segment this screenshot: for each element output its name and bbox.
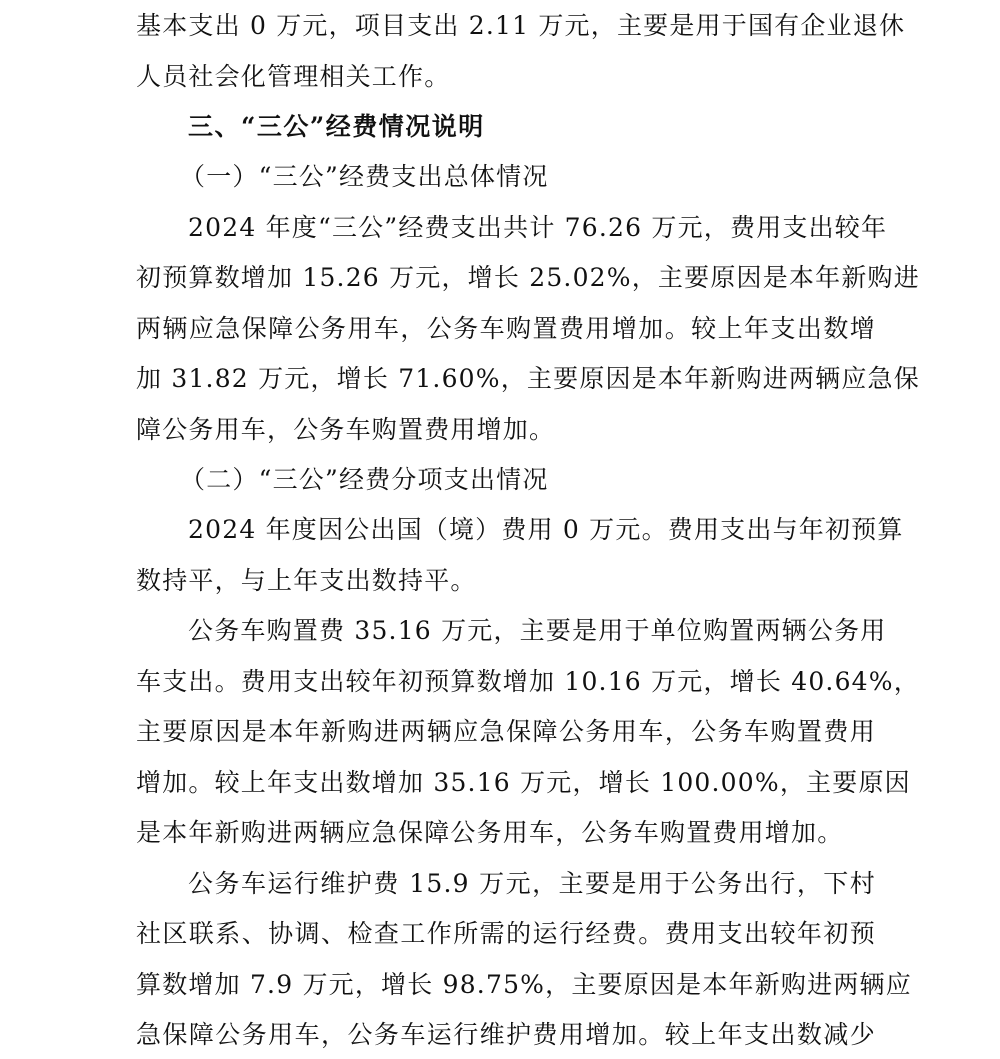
text-line: 基本支出 0 万元，项目支出 2.11 万元，主要是用于国有企业退休 bbox=[136, 11, 906, 40]
subsection-heading: （二）“三公”经费分项支出情况 bbox=[180, 465, 549, 494]
text-line: 数持平，与上年支出数持平。 bbox=[136, 566, 477, 595]
text-line: 主要原因是本年新购进两辆应急保障公务用车，公务车购置费用 bbox=[136, 717, 876, 746]
text-line: 障公务用车，公务车购置费用增加。 bbox=[136, 415, 556, 444]
subsection-heading: （一）“三公”经费支出总体情况 bbox=[180, 162, 549, 191]
text-line: 算数增加 7.9 万元，增长 98.75%，主要原因是本年新购进两辆应 bbox=[136, 970, 912, 999]
text-line: 两辆应急保障公务用车，公务车购置费用增加。较上年支出数增 bbox=[136, 314, 876, 343]
text-line: 公务车运行维护费 15.9 万元，主要是用于公务出行，下村 bbox=[188, 869, 876, 898]
section-heading: 三、“三公”经费情况说明 bbox=[188, 112, 485, 141]
text-line: 社区联系、协调、检查工作所需的运行经费。费用支出较年初预 bbox=[136, 919, 876, 948]
text-line: 是本年新购进两辆应急保障公务用车，公务车购置费用增加。 bbox=[136, 818, 844, 847]
text-line: 增加。较上年支出数增加 35.16 万元，增长 100.00%，主要原因 bbox=[136, 768, 911, 797]
text-line: 急保障公务用车，公务车运行维护费用增加。较上年支出数减少 bbox=[136, 1020, 876, 1049]
text-line: 加 31.82 万元，增长 71.60%，主要原因是本年新购进两辆应急保 bbox=[136, 364, 920, 393]
text-line: 2024 年度因公出国（境）费用 0 万元。费用支出与年初预算 bbox=[188, 515, 904, 544]
text-line: 公务车购置费 35.16 万元，主要是用于单位购置两辆公务用 bbox=[188, 616, 887, 645]
text-line: 2024 年度“三公”经费支出共计 76.26 万元，费用支出较年 bbox=[188, 213, 888, 242]
text-line: 人员社会化管理相关工作。 bbox=[136, 62, 451, 91]
text-line: 初预算数增加 15.26 万元，增长 25.02%，主要原因是本年新购进 bbox=[136, 263, 920, 292]
text-line: 车支出。费用支出较年初预算数增加 10.16 万元，增长 40.64%， bbox=[136, 667, 920, 696]
